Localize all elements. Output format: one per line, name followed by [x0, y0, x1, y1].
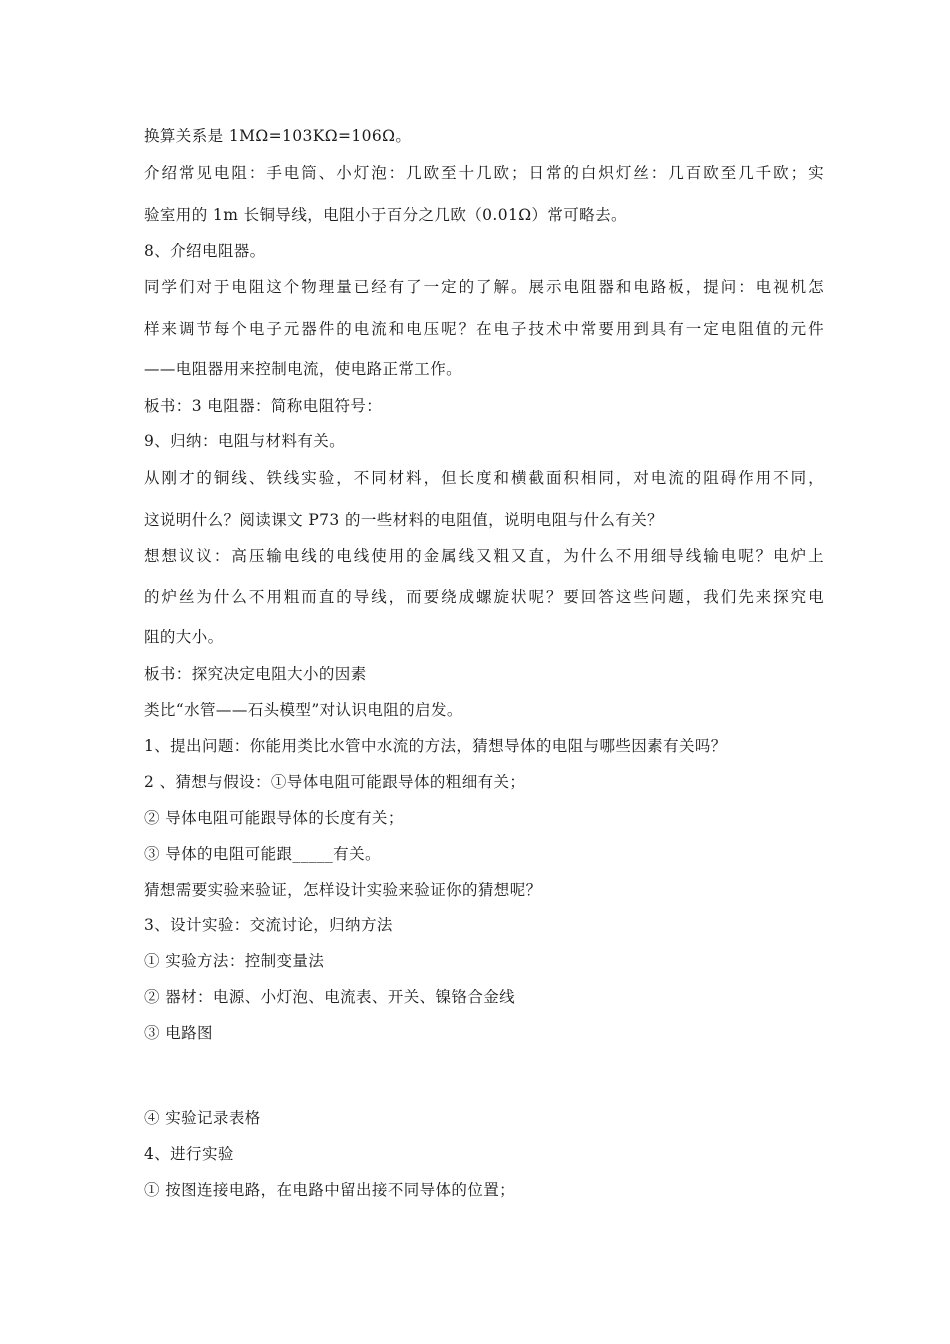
text-line-board-explore: 板书：探究决定电阻大小的因素 — [144, 665, 367, 683]
text-line-common-resistance: 介绍常见电阻：手电筒、小灯泡：几欧至十几欧；日常的白炽灯丝：几百欧至几千欧；实 — [144, 164, 824, 182]
text-line-students-understand: 同学们对于电阻这个物理量已经有了一定的了解。展示电阻器和电路板，提问：电视机怎 — [144, 278, 824, 296]
step-conduct-experiment: 4、进行实验 — [144, 1145, 234, 1163]
hypothesis-length: ② 导体电阻可能跟导体的长度有关； — [144, 809, 404, 827]
text-line-resistor-control: ——电阻器用来控制电流，使电路正常工作。 — [144, 360, 463, 378]
design-method: ① 实验方法：控制变量法 — [144, 952, 325, 970]
text-line-read-p73: 这说明什么？阅读课文 P73 的一些材料的电阻值，说明电阻与什么有关？ — [144, 511, 664, 529]
text-line-furnace-wire: 的炉丝为什么不用粗而直的导线，而要绕成螺旋状呢？要回答这些问题，我们先来探究电 — [144, 588, 824, 606]
text-line-verify: 猜想需要实验来验证，怎样设计实验来验证你的猜想呢？ — [144, 881, 542, 899]
heading-summary-material: 9、归纳：电阻与材料有关。 — [144, 432, 346, 450]
text-line-conversion: 换算关系是 1MΩ=103KΩ=106Ω。 — [144, 127, 412, 145]
text-line-board-resistor: 板书：3 电阻器：简称电阻符号： — [144, 397, 383, 415]
hypothesis-blank: ③ 导体的电阻可能跟_____有关。 — [144, 845, 381, 863]
design-equipment: ② 器材：电源、小灯泡、电流表、开关、镍铬合金线 — [144, 988, 516, 1006]
design-circuit-diagram: ③ 电路图 — [144, 1024, 213, 1042]
conduct-step-connect: ① 按图连接电路，在电路中留出接不同导体的位置； — [144, 1181, 516, 1199]
heading-resistor-intro: 8、介绍电阻器。 — [144, 242, 266, 260]
step-hypothesis: 2 、猜想与假设：①导体电阻可能跟导体的粗细有关； — [144, 773, 526, 791]
text-line-copper-iron-experiment: 从刚才的铜线、铁线实验，不同材料，但长度和横截面积相同，对电流的阻碍作用不同， — [144, 469, 824, 487]
text-line-tv-question: 样来调节每个电子元器件的电流和电压呢？在电子技术中常要用到具有一定电阻值的元件 — [144, 320, 824, 338]
text-line-think-discuss: 想想议议：高压输电线的电线使用的金属线又粗又直，为什么不用细导线输电呢？电炉上 — [144, 547, 824, 565]
step-design-experiment: 3、设计实验：交流讨论，归纳方法 — [144, 916, 393, 934]
text-line-copper-wire: 验室用的 1m 长铜导线，电阻小于百分之几欧（0.01Ω）常可略去。 — [144, 206, 627, 224]
text-line-resistance-size: 阻的大小。 — [144, 628, 224, 646]
text-line-analogy: 类比“水管——石头模型”对认识电阻的启发。 — [144, 701, 463, 719]
step-ask-question: 1、提出问题：你能用类比水管中水流的方法，猜想导体的电阻与哪些因素有关吗？ — [144, 737, 727, 755]
design-record-table: ④ 实验记录表格 — [144, 1109, 261, 1127]
